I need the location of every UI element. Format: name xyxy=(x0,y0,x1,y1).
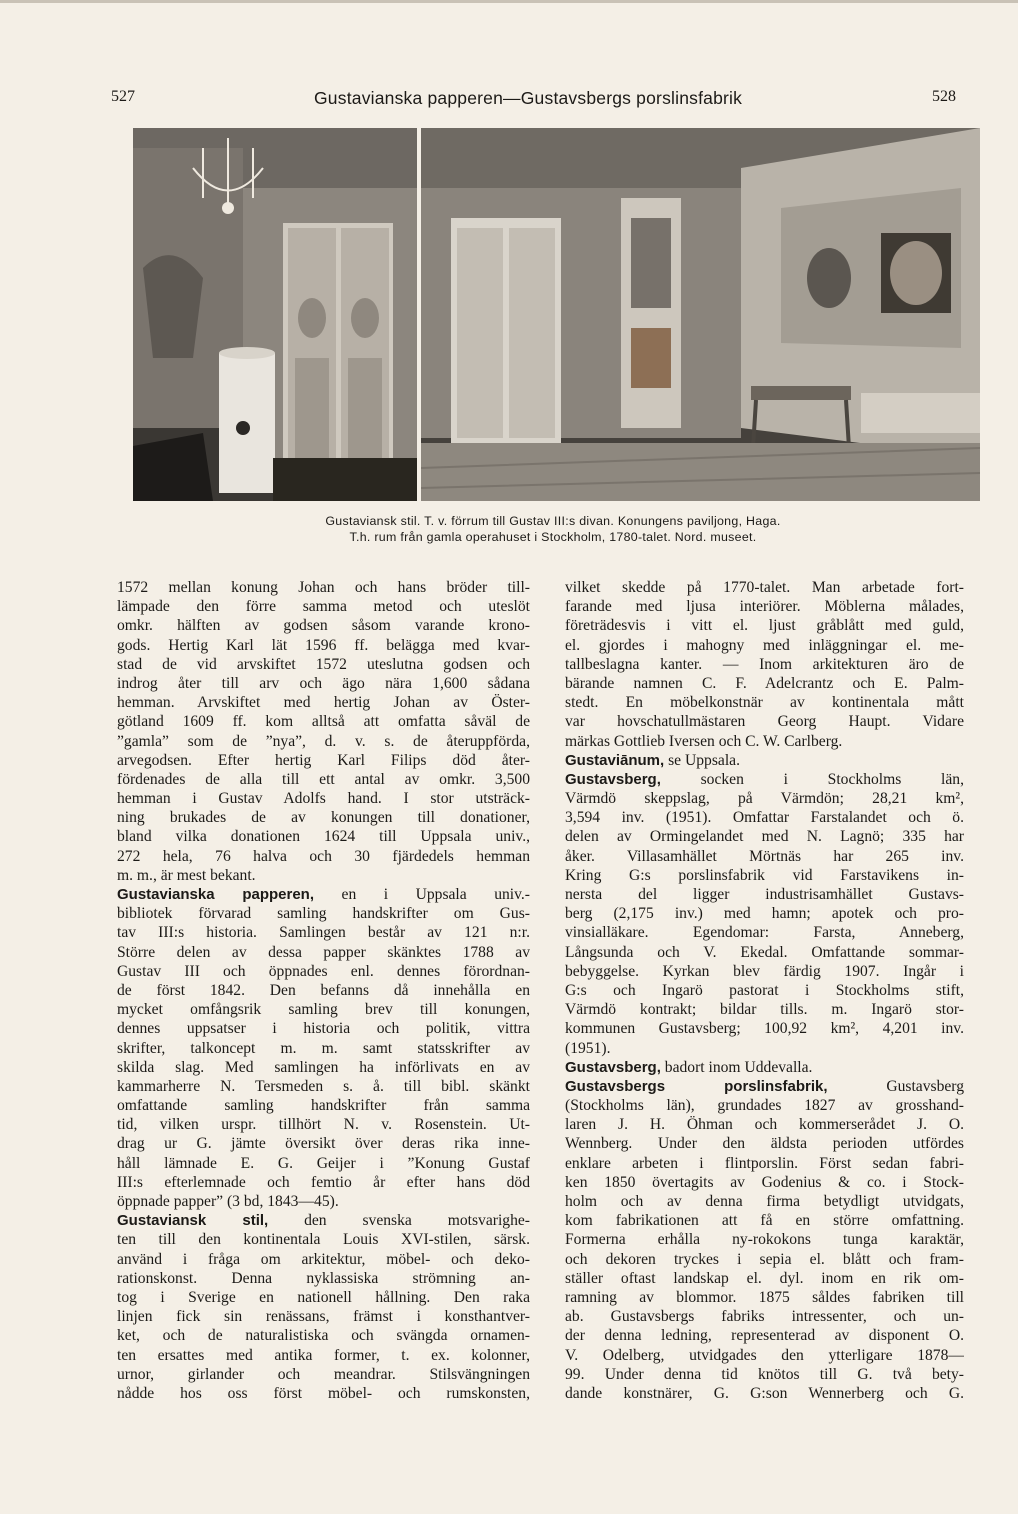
text-line xyxy=(117,1250,530,1269)
text-run: använd i fråga om arkitektur, möbel- och deko- xyxy=(117,1250,530,1268)
text-run: Större delen av dessa papper skänktes 1788 av xyxy=(117,943,530,961)
text-line xyxy=(117,789,530,808)
page-number-right: 528 xyxy=(932,88,956,105)
text-line xyxy=(565,923,964,942)
text-line xyxy=(117,712,530,731)
text-run: bibliotek förvarad samling handskrifter om Gus- xyxy=(117,905,530,923)
text-line xyxy=(565,1192,964,1211)
text-run: Formerna erhålla ny-rokokons tunga karaktär, xyxy=(565,1231,964,1249)
figure-caption xyxy=(150,514,956,545)
text-line xyxy=(117,962,530,981)
text-run: Kring G:s porslinsfabrik vid Farstavikens in- xyxy=(565,866,964,884)
text-line xyxy=(565,962,964,981)
text-run: el. gjordes i mahogny med inläggningar el. me- xyxy=(565,636,964,654)
text-line xyxy=(117,1077,530,1096)
text-run: Värmdö kontrakt; bildar tills. m. Ingarö stor- xyxy=(565,1001,964,1019)
text-line xyxy=(565,616,964,635)
text-run: en i Uppsala univ.- xyxy=(314,886,530,903)
text-run: skilda slag. Med samlingen ha införlivats en av xyxy=(117,1058,530,1076)
text-run: linjen fick sin renässans, främst i konsthantver- xyxy=(117,1308,530,1326)
text-run: var hovschatullmästaren Georg Haupt. Vidare xyxy=(565,713,964,731)
text-run: vilket skedde på 1770-talet. Man arbetade fort- xyxy=(565,579,964,596)
text-run: nersta del ligger industrisamhället Gustavs- xyxy=(565,886,964,903)
text-line xyxy=(117,1192,530,1211)
text-run: tid, vilken urspr. tillhört N. v. Rosenstein. Ut- xyxy=(117,1116,530,1134)
text-line xyxy=(565,1230,964,1249)
text-line xyxy=(565,636,964,655)
text-run: tog i Sverige en nationell hållning. Den raka xyxy=(117,1288,530,1306)
text-run: berg (2,175 inv.) med hamn; apotek och pro- xyxy=(565,905,964,923)
text-line xyxy=(117,1134,530,1153)
text-line xyxy=(565,693,964,712)
top-rule xyxy=(0,0,1018,3)
text-run: 3,594 inv. (1951). Omfattar Farstalandet och ö. xyxy=(565,809,964,827)
text-line xyxy=(565,1058,964,1077)
text-line xyxy=(117,1346,530,1365)
entry-headword: Gustavsberg, xyxy=(565,1058,661,1076)
text-run: märkas Gottlieb Iversen och C. W. Carlberg. xyxy=(565,732,843,750)
text-line xyxy=(565,885,964,904)
text-line xyxy=(117,943,530,962)
text-run: håll lämnade E. G. Geijer i ”Konung Gustaf xyxy=(117,1154,530,1172)
text-column-left xyxy=(117,578,530,1403)
text-line xyxy=(565,808,964,827)
text-line xyxy=(565,827,964,846)
photo-right-interior xyxy=(421,128,980,501)
text-line xyxy=(565,1134,964,1153)
photo-left-interior xyxy=(133,128,417,501)
text-line xyxy=(565,1019,964,1038)
text-run: arvegodsen. Efter hertig Karl Filips död åter- xyxy=(117,751,530,769)
text-run: Långsunda och V. Ekedal. Omfattande sommar- xyxy=(565,943,964,961)
text-run: nådde hos oss först möbel- och rumskonsten, xyxy=(117,1384,530,1402)
text-run: (1951). xyxy=(565,1039,611,1057)
text-line xyxy=(565,1173,964,1192)
text-line xyxy=(117,1115,530,1134)
text-run: lämpade den förre samma metod och uteslöt xyxy=(117,598,530,616)
text-line xyxy=(565,1307,964,1326)
text-run: hemman i Gustav Adolfs hand. I stor utsträck- xyxy=(117,790,530,808)
text-line xyxy=(565,751,964,770)
text-line xyxy=(565,1096,964,1115)
text-run: (Stockholms län), grundades 1827 av grosshand- xyxy=(565,1097,964,1115)
text-run: dennes uppsatser i historia och politik, vittra xyxy=(117,1020,530,1038)
text-run: bland vilka donationen 1624 till Uppsala univ., xyxy=(117,828,530,846)
text-line xyxy=(565,981,964,1000)
text-run: delen av Ormingelandet med N. Lagnö; 335 har xyxy=(565,828,964,846)
running-title: Gustavianska papperen—Gustavsbergs porslinsfabrik xyxy=(314,88,743,108)
text-line xyxy=(117,866,530,885)
text-run: ”gamla” som de ”nya”, d. v. s. de återuppförda, xyxy=(117,732,530,750)
photo-right-drawing xyxy=(421,128,980,501)
text-run: ten ersattes med antika former, t. ex. kolonner, xyxy=(117,1346,530,1364)
text-run: Wennberg. Under den äldsta perioden utfördes xyxy=(565,1135,964,1153)
text-run: Gustavsberg xyxy=(827,1077,964,1095)
text-line xyxy=(117,1211,530,1230)
text-run: ning brukades de av konungen till donationer, xyxy=(117,809,530,827)
text-run: tallbeslagna kanter. — Inom arkitekturen äro de xyxy=(565,655,964,673)
text-run: badort inom Uddevalla. xyxy=(660,1058,813,1076)
text-run: V. Odelberg, utvidgades den ytterligare 1878— xyxy=(565,1346,964,1364)
text-line xyxy=(117,655,530,674)
text-line xyxy=(117,1230,530,1249)
text-line xyxy=(117,1365,530,1384)
text-line xyxy=(117,770,530,789)
page-number-left: 527 xyxy=(111,88,135,105)
text-run: indrog åter till arv och ägo nära 1,600 sådana xyxy=(117,674,530,692)
text-line xyxy=(117,751,530,770)
text-line xyxy=(117,1000,530,1019)
entry-headword: Gustavsbergs porslinsfabrik, xyxy=(565,1077,828,1095)
text-line xyxy=(117,827,530,846)
text-line xyxy=(117,1173,530,1192)
text-run: götland 1609 ff. kom alltså att omfatta såväl de xyxy=(117,713,530,731)
page-header xyxy=(0,88,1018,118)
text-run: bärande namnen C. F. Adelcrantz och E. Palm- xyxy=(565,674,964,692)
text-line xyxy=(565,655,964,674)
text-line xyxy=(565,770,964,789)
text-line xyxy=(565,712,964,731)
text-run: kom fabrikationen att få en större omfattning. xyxy=(565,1212,964,1230)
text-line xyxy=(565,1346,964,1365)
text-line xyxy=(117,808,530,827)
text-line xyxy=(565,943,964,962)
text-line xyxy=(565,1269,964,1288)
text-run: III:s efterlemnade och femtio år efter hans död xyxy=(117,1173,530,1191)
text-line xyxy=(565,1077,964,1096)
text-line xyxy=(117,885,530,904)
text-line xyxy=(565,1154,964,1173)
text-run: vinsialläkare. Egendomar: Farsta, Anneberg, xyxy=(565,924,964,942)
text-run: der denna ledning, representerad av disponent O. xyxy=(565,1327,964,1345)
text-line xyxy=(117,616,530,635)
text-line xyxy=(565,866,964,885)
text-run: bebyggelse. Kyrkan blev färdig 1907. Ingår i xyxy=(565,962,964,980)
text-run: ställer oftast landskap el. dyl. inom en rik om- xyxy=(565,1269,964,1287)
photo-left-drawing xyxy=(133,128,417,501)
text-run: socken i Stockholms län, xyxy=(660,770,964,788)
text-run: Värmdö skeppslag, på Värmdön; 28,21 km², xyxy=(565,790,964,808)
text-run: företrädesvis i vitt el. ljust gråblått med guld, xyxy=(565,617,964,635)
text-line xyxy=(117,693,530,712)
text-run: den svenska motsvarighe- xyxy=(268,1212,530,1230)
text-line xyxy=(117,1039,530,1058)
entry-headword: Gustavianska papperen, xyxy=(117,886,315,903)
text-run: stedt. En möbelkonstnär av kontinentala mått xyxy=(565,694,964,712)
text-line xyxy=(565,1039,964,1058)
caption-line-2: T.h. rum från gamla operahuset i Stockholm, 1780-talet. Nord. museet. xyxy=(349,529,757,544)
caption-line-1: Gustaviansk stil. T. v. förrum till Gustav III:s divan. Konungens paviljong, Haga. xyxy=(325,514,781,528)
text-run: fördenades de alla till ett antal av omkr. 3,500 xyxy=(117,770,530,788)
text-run: ramning av blommor. 1875 såldes fabriken till xyxy=(565,1288,964,1306)
text-line xyxy=(565,597,964,616)
text-run: mycket omfångsrik samling brev till konungen, xyxy=(117,1001,530,1019)
text-run: ten till den kontinentala Louis XVI-stilen, särsk. xyxy=(117,1231,530,1249)
text-run: åker. Villasamhället Mörtnäs har 265 inv. xyxy=(565,847,964,865)
text-line xyxy=(117,923,530,942)
text-run: m. m., är mest bekant. xyxy=(117,866,256,884)
text-line xyxy=(117,1096,530,1115)
text-line xyxy=(117,1384,530,1403)
entry-headword: Gustaviānum, xyxy=(565,751,665,769)
text-line xyxy=(565,1211,964,1230)
text-run: ket, och de naturalistiska och svängda ornamen- xyxy=(117,1327,530,1345)
text-line xyxy=(117,1058,530,1077)
text-run: hemman. Arvskiftet med hertig Johan av Öster- xyxy=(117,694,530,712)
text-line xyxy=(117,1326,530,1345)
text-run: 272 hela, 76 halva och 30 fjärdedels hemman xyxy=(117,847,530,865)
text-line xyxy=(565,578,964,597)
text-line xyxy=(117,904,530,923)
text-run: ken 1850 övertagits av Godenius & co. i Stock- xyxy=(565,1173,964,1191)
text-line xyxy=(117,674,530,693)
text-run: Gustav III och öppnades enl. dennes förordnan- xyxy=(117,962,530,980)
text-run: de först 1842. Den befanns då innehålla en xyxy=(117,981,530,999)
text-line xyxy=(117,1307,530,1326)
text-run: 99. Under denna tid knötos till G. två bety- xyxy=(565,1365,964,1383)
text-line xyxy=(117,847,530,866)
text-run: ab. Gustavsbergs fabriks intressenter, och un- xyxy=(565,1308,964,1326)
text-run: stad de vid arvskiftet 1572 uteslutna godsen och xyxy=(117,655,530,673)
text-line xyxy=(117,1019,530,1038)
text-run: tav III:s historia. Samlingen består av 121 n:r. xyxy=(117,924,530,942)
text-line xyxy=(117,597,530,616)
text-line xyxy=(117,636,530,655)
text-line xyxy=(117,1269,530,1288)
text-run: kommunen Gustavsberg; 100,92 km², 4,201 inv. xyxy=(565,1020,964,1038)
text-line xyxy=(565,1288,964,1307)
text-run: enklare arbeten i flintporslin. Först sedan fabri- xyxy=(565,1154,964,1172)
text-column-right xyxy=(565,578,964,1403)
text-run: öppnade papper” (3 bd, 1843—45). xyxy=(117,1193,339,1210)
text-run: se Uppsala. xyxy=(664,751,740,769)
text-line xyxy=(565,1250,964,1269)
text-line xyxy=(565,1326,964,1345)
text-line xyxy=(565,732,964,751)
text-run: laren J. H. Öhman och kommerserådet J. O. xyxy=(565,1116,964,1134)
text-run: farande med ljusa interiörer. Möblerna målades, xyxy=(565,598,964,616)
text-line xyxy=(565,904,964,923)
text-run: kammarherre N. Tersmeden s. å. till bibl. skänkt xyxy=(117,1077,530,1095)
text-line xyxy=(565,1365,964,1384)
text-line xyxy=(117,1288,530,1307)
text-run: holm och av denna firma betydligt utvidgats, xyxy=(565,1193,964,1210)
text-line xyxy=(117,981,530,1000)
entry-headword: Gustaviansk stil, xyxy=(117,1212,269,1230)
text-run: rationskonst. Denna nyklassiska strömning an- xyxy=(117,1269,530,1287)
text-run: gods. Hertig Karl lät 1596 ff. belägga med kvar- xyxy=(117,636,530,654)
text-line xyxy=(565,789,964,808)
text-line xyxy=(565,674,964,693)
text-run: G:s och Ingarö pastorat i Stockholms stift, xyxy=(565,981,964,999)
text-run: omkr. hälften av godsen såsom varande krono- xyxy=(117,617,530,635)
text-line xyxy=(117,578,530,597)
text-line xyxy=(565,847,964,866)
text-line xyxy=(117,732,530,751)
text-run: drag ur G. jämte översikt över deras rika inne- xyxy=(117,1135,530,1153)
text-run: dande konstnärer, G. G:son Wennerberg och G. xyxy=(565,1384,964,1402)
text-line xyxy=(565,1115,964,1134)
entry-headword: Gustavsberg, xyxy=(565,770,661,788)
text-line xyxy=(565,1000,964,1019)
text-run: urnor, girlander och meandrar. Stilsvängningen xyxy=(117,1365,530,1383)
text-run: 1572 mellan konung Johan och hans bröder till- xyxy=(117,579,530,596)
text-run: omfattande samling handskrifter från samma xyxy=(117,1097,530,1115)
text-line xyxy=(117,1154,530,1173)
text-run: och dekoren tryckes i sepia el. blått och fram- xyxy=(565,1250,964,1268)
text-line xyxy=(565,1384,964,1403)
text-run: skrifter, talkoncept m. m. samt statsskrifter av xyxy=(117,1039,530,1057)
